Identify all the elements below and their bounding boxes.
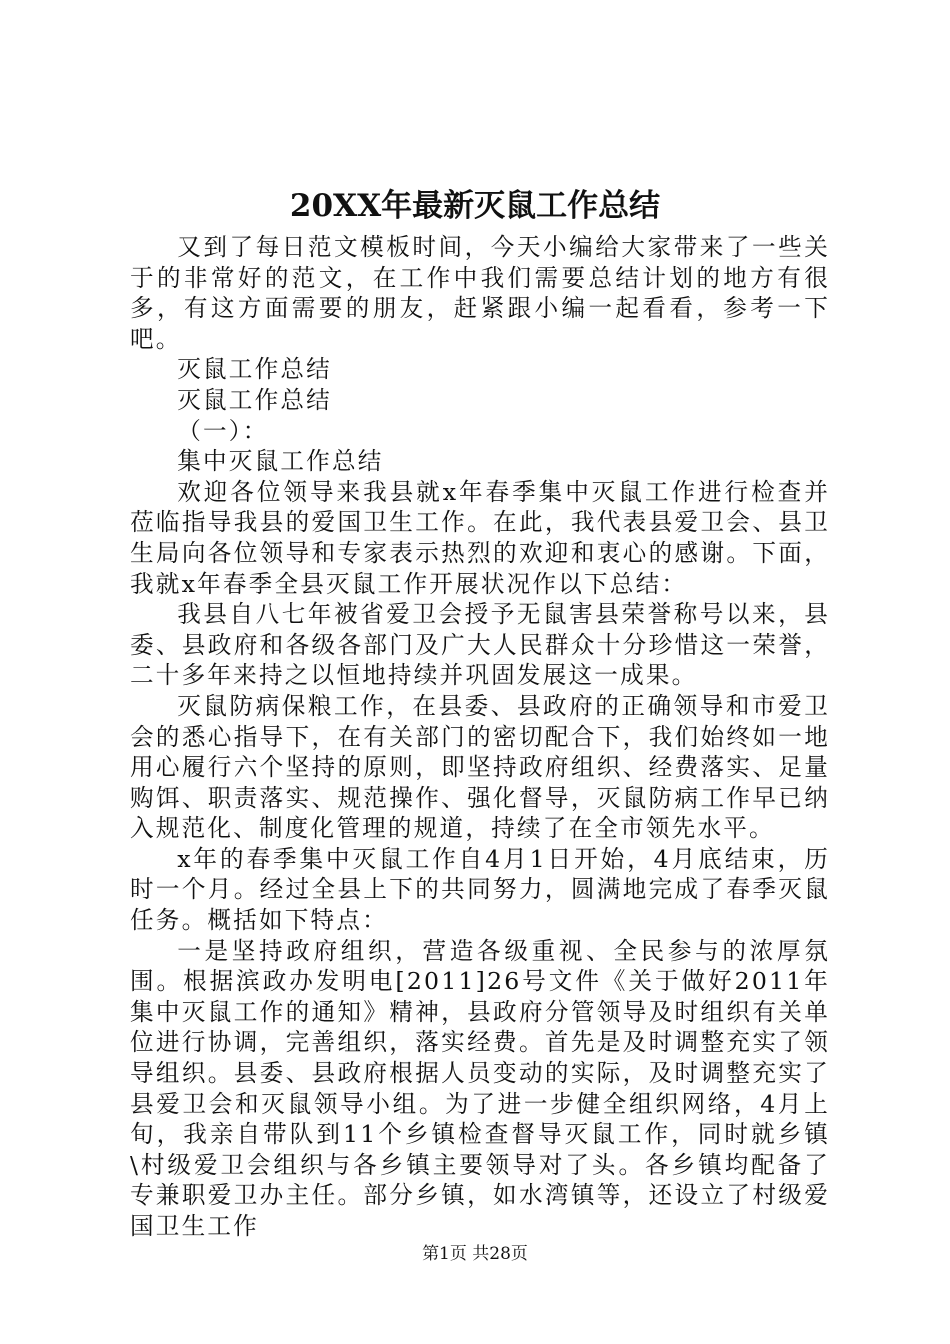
paragraph-history: 我县自八七年被省爱卫会授予无鼠害县荣誉称号以来，县委、县政府和各级各部门及广大人民群众十分珍惜这一荣誉，二十多年来持之以恒地持续并巩固发展这一成果。 bbox=[130, 600, 830, 690]
paragraph-spring-campaign: x年的春季集中灭鼠工作自4月1日开始，4月底结束，历时一个月。经过全县上下的共同努力，圆满地完成了春季灭鼠任务。概括如下特点： bbox=[130, 844, 830, 935]
document-title: 20XX年最新灭鼠工作总结 bbox=[289, 188, 661, 224]
paragraph-section-number: （一）： bbox=[177, 416, 269, 445]
paragraph-heading-1: 灭鼠工作总结 bbox=[177, 355, 332, 384]
paragraph-welcome: 欢迎各位领导来我县就x年春季集中灭鼠工作进行检查并莅临指导我县的爱国卫生工作。在此，我代表县爱卫会、县卫生局向各位领导和专家表示热烈的欢迎和衷心的感谢。下面，我就x年春季全县灭鼠工作开展状况作以下总结： bbox=[130, 477, 830, 598]
paragraph-point-one: 一是坚持政府组织，营造各级重视、全民参与的浓厚氛围。根据滨政办发明电[2011]26号文件《关于做好2011年集中灭鼠工作的通知》精神，县政府分管领导及时组织有关单位进行协调，完善组织，落实经费。首先是及时调整充实了领导组织。县委、县政府根据人员变动的实际，及时调整充实了县爱卫会和灭鼠领导小组。为了进一步健全组织网络，4月上旬，我亲自带队到11个乡镇检查督导灭鼠工作，同时就乡镇\村级爱卫会组织与各乡镇主要领导对了头。各乡镇均配备了专兼职爱卫办主任。部分乡镇，如水湾镇等，还设立了村级爱国卫生工作 bbox=[130, 936, 830, 1240]
paragraph-principles: 灭鼠防病保粮工作，在县委、县政府的正确领导和市爱卫会的悉心指导下，在有关部门的密切配合下，我们始终如一地用心履行六个坚持的原则，即坚持政府组织、经费落实、足量购饵、职责落实、规范操作、强化督导，灭鼠防病工作早已纳入规范化、制度化管理的规道，持续了在全市领先水平。 bbox=[130, 691, 830, 843]
page-footer: 第1页 共28页 bbox=[422, 1244, 528, 1264]
document-body bbox=[130, 232, 830, 1242]
paragraph-intro: 又到了每日范文模板时间，今天小编给大家带来了一些关于的非常好的范文，在工作中我们需要总结计划的地方有很多，有这方面需要的朋友，赶紧跟小编一起看看，参考一下吧。 bbox=[130, 233, 830, 353]
paragraph-section-title: 集中灭鼠工作总结 bbox=[177, 447, 384, 476]
paragraph-heading-2: 灭鼠工作总结 bbox=[177, 385, 332, 414]
